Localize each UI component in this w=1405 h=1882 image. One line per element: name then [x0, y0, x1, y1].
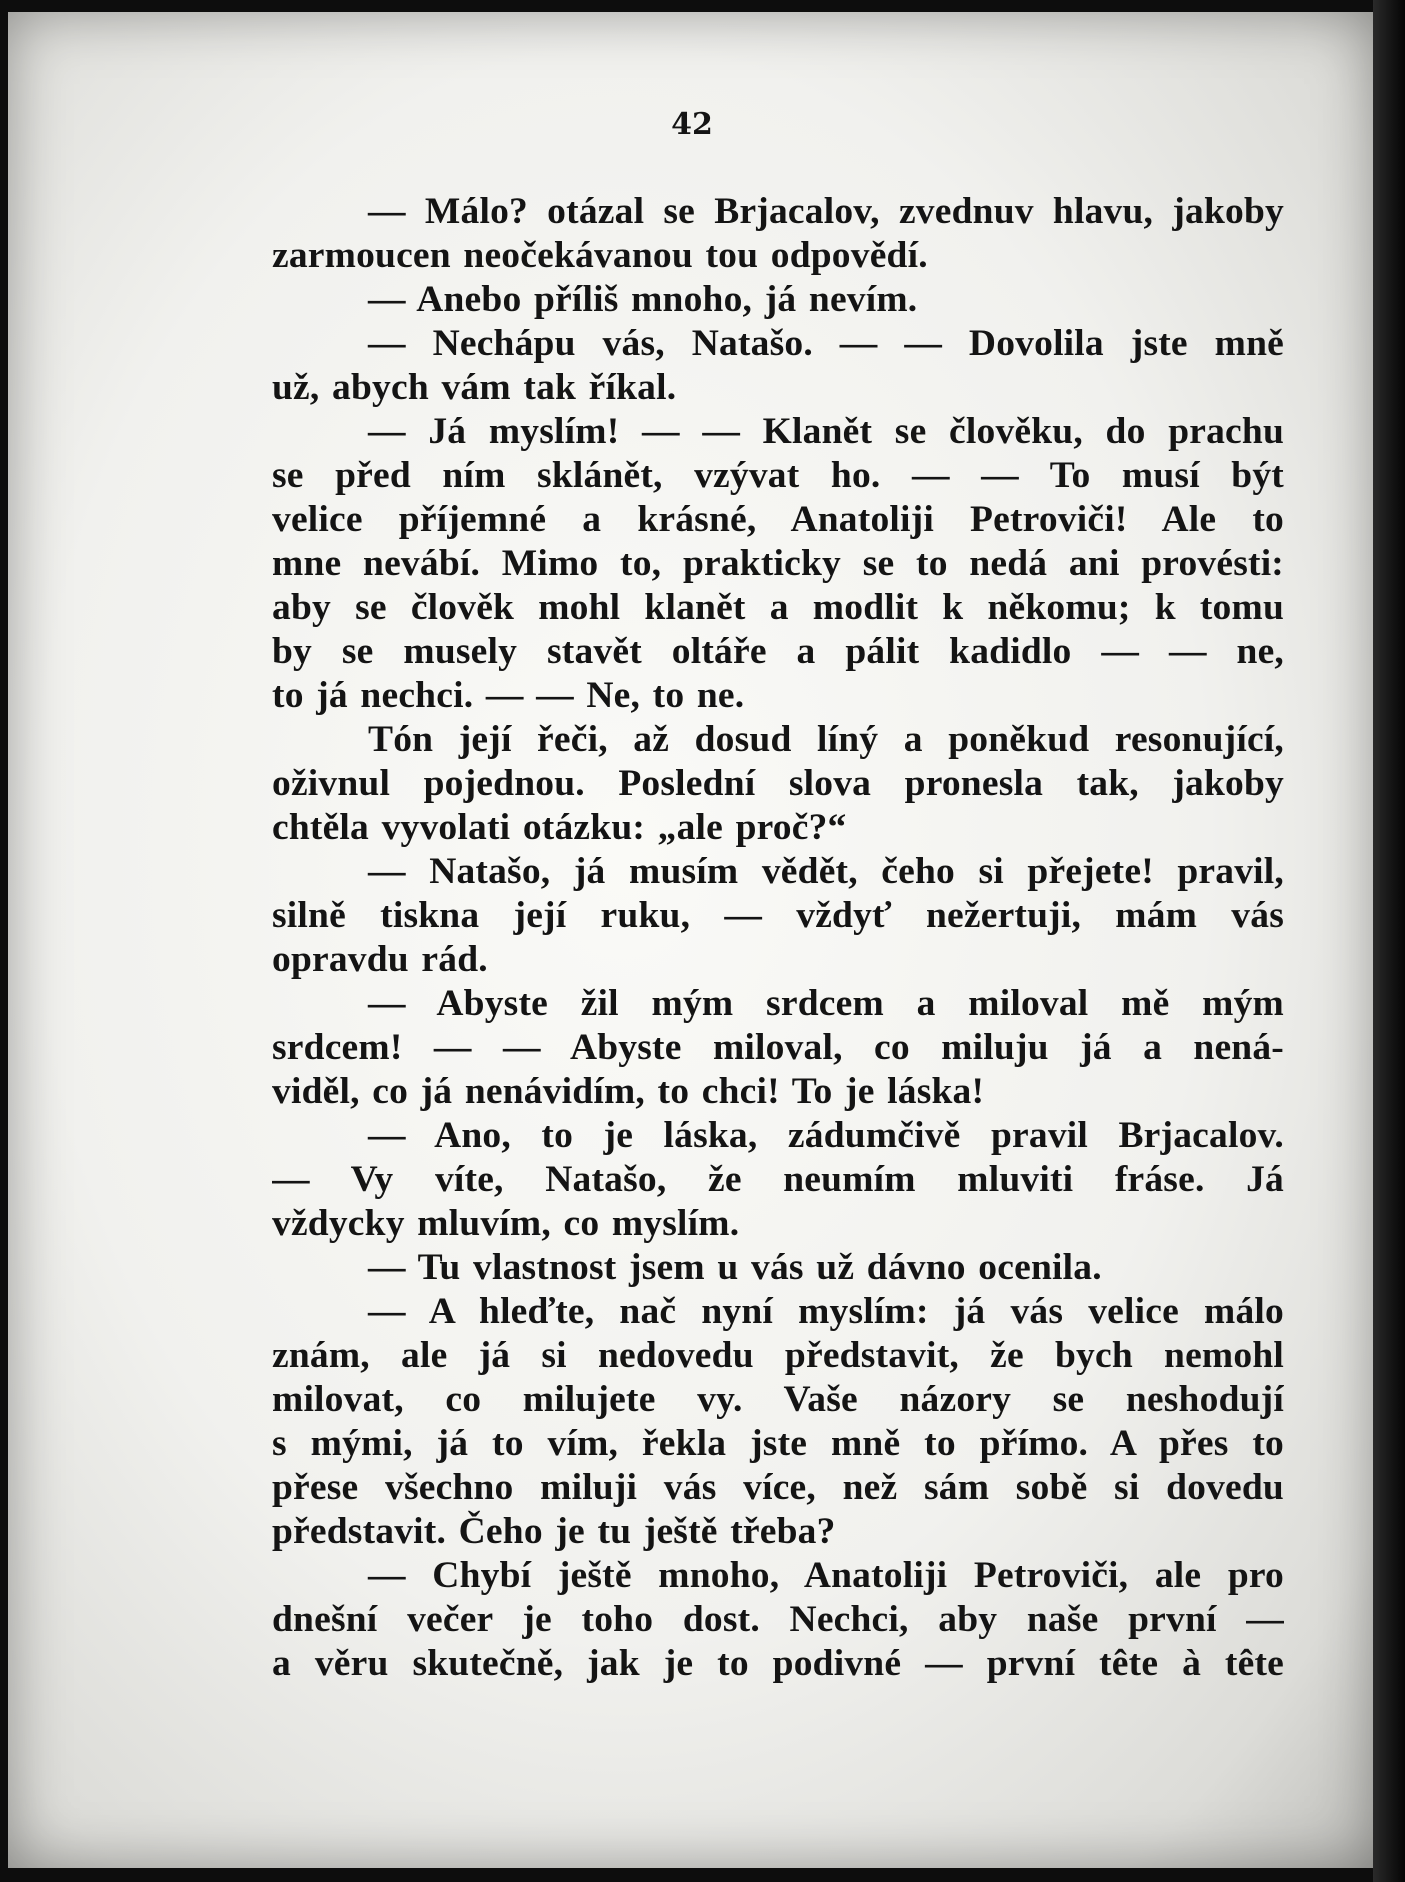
page-body-text	[272, 190, 1284, 1686]
text-line: dnešní večer je toho dost. Nechci, aby naše první —	[272, 1599, 1284, 1640]
text-line: mne nevábí. Mimo to, prakticky se to nedá ani provésti:	[272, 543, 1284, 584]
text-line: přese všechno miluji vás více, než sám sobě si dovedu	[272, 1467, 1284, 1508]
text-line: velice příjemné a krásné, Anatoliji Petroviči! Ale to	[272, 499, 1284, 540]
text-line: už, abych vám tak říkal.	[272, 367, 677, 408]
text-line: — Chybí ještě mnoho, Anatoliji Petroviči, ale pro	[368, 1555, 1284, 1596]
text-line: — Nechápu vás, Natašo. — — Dovolila jste mně	[368, 323, 1284, 364]
text-line: — Ano, to je láska, zádumčivě pravil Brjacalov.	[368, 1115, 1284, 1156]
text-line: — A hleďte, nač nyní myslím: já vás velice málo	[368, 1291, 1284, 1332]
text-line: opravdu rád.	[272, 939, 488, 980]
text-line: — Natašo, já musím vědět, čeho si přejete! pravil,	[368, 851, 1284, 892]
text-line: zarmoucen neočekávanou tou odpovědí.	[272, 235, 928, 276]
text-line: milovat, co milujete vy. Vaše názory se neshodují	[272, 1379, 1284, 1420]
page-number: 42	[671, 107, 713, 142]
text-line: — Abyste žil mým srdcem a miloval mě mým	[368, 983, 1284, 1024]
text-line: — Tu vlastnost jsem u vás už dávno ocenila.	[368, 1247, 1102, 1288]
text-line: znám, ale já si nedovedu představit, že bych nemohl	[272, 1335, 1284, 1376]
text-line: by se musely stavět oltáře a pálit kadidlo — — ne,	[272, 631, 1284, 672]
text-line: vždycky mluvím, co myslím.	[272, 1203, 740, 1244]
text-line: — Já myslím! — — Klanět se člověku, do prachu	[368, 411, 1284, 452]
text-line: silně tiskna její ruku, — vždyť nežertuji, mám vás	[272, 895, 1284, 936]
text-line: Tón její řeči, až dosud líný a poněkud resonující,	[368, 719, 1284, 760]
text-line: představit. Čeho je tu ještě třeba?	[272, 1511, 836, 1552]
text-line: s mými, já to vím, řekla jste mně to přímo. A přes to	[272, 1423, 1284, 1464]
text-line: a věru skutečně, jak je to podivné — první tête à tête	[272, 1643, 1284, 1684]
text-line: — Málo? otázal se Brjacalov, zvednuv hlavu, jakoby	[368, 191, 1284, 232]
text-line: viděl, co já nenávidím, to chci! To je láska!	[272, 1071, 985, 1112]
text-line: aby se člověk mohl klanět a modlit k někomu; k tomu	[272, 587, 1284, 628]
text-line: se před ním sklánět, vzývat ho. — — To musí být	[272, 455, 1284, 496]
text-line: — Anebo příliš mnoho, já nevím.	[368, 279, 918, 320]
book-spine-shadow	[1373, 0, 1405, 1882]
text-line: chtěla vyvolati otázku: „ale proč?“	[272, 807, 847, 848]
text-line: oživnul pojednou. Poslední slova pronesla tak, jakoby	[272, 763, 1284, 804]
text-line: srdcem! — — Abyste miloval, co miluju já a nená-	[272, 1027, 1284, 1068]
text-line: to já nechci. — — Ne, to ne.	[272, 675, 745, 716]
text-line: — Vy víte, Natašo, že neumím mluviti fráse. Já	[272, 1159, 1284, 1200]
